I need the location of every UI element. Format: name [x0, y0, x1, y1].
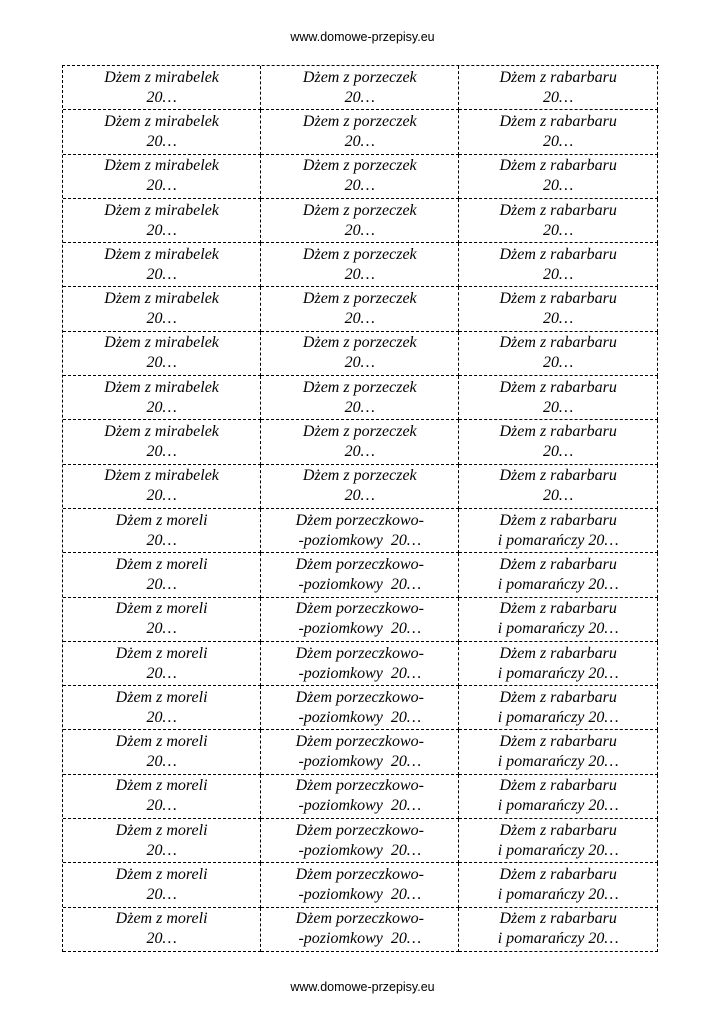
- jam-name: Dżem porzeczkowo-: [295, 910, 424, 928]
- jam-label: [261, 819, 459, 863]
- jam-year: 20…: [146, 620, 177, 638]
- jam-label: [459, 819, 658, 863]
- jam-label: [459, 642, 658, 686]
- label-row: [63, 376, 659, 420]
- jam-label: [63, 66, 261, 110]
- jam-name: Dżem z moreli: [115, 865, 208, 883]
- jam-label: [459, 465, 658, 509]
- jam-label: [459, 376, 658, 420]
- jam-label: [261, 332, 459, 376]
- jam-year: 20…: [146, 88, 177, 106]
- jam-year: i pomarańczy 20…: [497, 664, 619, 682]
- label-row: [63, 819, 659, 863]
- jam-name: Dżem z moreli: [115, 511, 208, 529]
- jam-label: [459, 199, 658, 243]
- jam-name: Dżem z rabarbaru: [499, 245, 617, 263]
- label-row: [63, 730, 659, 774]
- jam-name: Dżem porzeczkowo-: [295, 688, 424, 706]
- jam-name: Dżem z porzeczek: [302, 423, 417, 441]
- site-footer-url: www.domowe-przepisy.eu: [290, 980, 435, 994]
- jam-year: 20…: [543, 310, 574, 328]
- jam-name: Dżem z rabarbaru: [499, 290, 617, 308]
- jam-label: [261, 775, 459, 819]
- jam-year: 20…: [543, 398, 574, 416]
- jam-name: Dżem z mirabelek: [104, 423, 219, 441]
- jam-year: 20…: [543, 88, 574, 106]
- jam-label: [63, 775, 261, 819]
- jam-name: Dżem z rabarbaru: [499, 423, 617, 441]
- jam-label: [261, 110, 459, 154]
- jam-name: Dżem z porzeczek: [302, 112, 417, 130]
- jam-name: Dżem z mirabelek: [104, 157, 219, 175]
- jam-year: -poziomkowy 20…: [298, 930, 422, 948]
- jam-label: [261, 199, 459, 243]
- jam-name: Dżem z porzeczek: [302, 68, 417, 86]
- jam-name: Dżem z rabarbaru: [499, 865, 617, 883]
- jam-name: Dżem z porzeczek: [302, 157, 417, 175]
- jam-name: Dżem z mirabelek: [104, 68, 219, 86]
- jam-label: [63, 553, 261, 597]
- jam-label: [261, 66, 459, 110]
- label-row: [63, 110, 659, 154]
- jam-name: Dżem z moreli: [115, 777, 208, 795]
- jam-year: 20…: [543, 221, 574, 239]
- jam-label: [459, 332, 658, 376]
- jam-label: [261, 686, 459, 730]
- jam-label: [459, 420, 658, 464]
- jam-label: [459, 863, 658, 907]
- jam-year: 20…: [344, 310, 375, 328]
- jam-label: [459, 775, 658, 819]
- jam-name: Dżem z rabarbaru: [499, 201, 617, 219]
- jam-name: Dżem z porzeczek: [302, 467, 417, 485]
- jam-name: Dżem z mirabelek: [104, 334, 219, 352]
- jam-year: 20…: [344, 221, 375, 239]
- jam-year: i pomarańczy 20…: [497, 531, 619, 549]
- label-row: [63, 509, 659, 553]
- label-row: [63, 420, 659, 464]
- label-row: [63, 908, 659, 952]
- jam-name: Dżem z moreli: [115, 733, 208, 751]
- jam-label: [261, 863, 459, 907]
- jam-year: -poziomkowy 20…: [298, 620, 422, 638]
- jam-year: 20…: [344, 177, 375, 195]
- jam-name: Dżem z moreli: [115, 555, 208, 573]
- jam-label: [63, 420, 261, 464]
- jam-name: Dżem z rabarbaru: [499, 733, 617, 751]
- jam-name: Dżem porzeczkowo-: [295, 511, 424, 529]
- jam-year: -poziomkowy 20…: [298, 664, 422, 682]
- jam-year: 20…: [146, 797, 177, 815]
- jam-label: [459, 730, 658, 774]
- jam-name: Dżem z rabarbaru: [499, 467, 617, 485]
- jam-year: 20…: [543, 487, 574, 505]
- jam-name: Dżem z rabarbaru: [499, 600, 617, 618]
- jam-year: -poziomkowy 20…: [298, 531, 422, 549]
- jam-name: Dżem porzeczkowo-: [295, 555, 424, 573]
- jam-label: [63, 332, 261, 376]
- jam-label: [459, 66, 658, 110]
- jam-label: [63, 686, 261, 730]
- jam-year: 20…: [146, 930, 177, 948]
- jam-name: Dżem z rabarbaru: [499, 511, 617, 529]
- jam-label: [63, 598, 261, 642]
- jam-year: i pomarańczy 20…: [497, 885, 619, 903]
- jam-label: [261, 287, 459, 331]
- jam-label: [459, 598, 658, 642]
- jam-name: Dżem z moreli: [115, 600, 208, 618]
- jam-label: [261, 642, 459, 686]
- jam-name: Dżem z rabarbaru: [499, 157, 617, 175]
- jam-name: Dżem z rabarbaru: [499, 378, 617, 396]
- jam-year: 20…: [543, 265, 574, 283]
- jam-year: 20…: [344, 443, 375, 461]
- jam-year: i pomarańczy 20…: [497, 753, 619, 771]
- jam-name: Dżem porzeczkowo-: [295, 733, 424, 751]
- label-row: [63, 598, 659, 642]
- jam-name: Dżem z rabarbaru: [499, 688, 617, 706]
- jam-year: 20…: [146, 841, 177, 859]
- label-row: [63, 465, 659, 509]
- jam-label: [261, 908, 459, 952]
- jam-name: Dżem z porzeczek: [302, 334, 417, 352]
- jam-label: [63, 642, 261, 686]
- label-row: [63, 199, 659, 243]
- label-row: [63, 686, 659, 730]
- label-row: [63, 66, 659, 110]
- jam-label: [63, 243, 261, 287]
- jam-name: Dżem z mirabelek: [104, 245, 219, 263]
- jam-name: Dżem z rabarbaru: [499, 112, 617, 130]
- jam-label: [459, 287, 658, 331]
- jam-name: Dżem z porzeczek: [302, 201, 417, 219]
- jam-year: i pomarańczy 20…: [497, 708, 619, 726]
- jam-label: [63, 819, 261, 863]
- jam-label: [261, 465, 459, 509]
- jam-name: Dżem z rabarbaru: [499, 910, 617, 928]
- jam-label: [63, 376, 261, 420]
- jam-name: Dżem z rabarbaru: [499, 334, 617, 352]
- jam-name: Dżem porzeczkowo-: [295, 600, 424, 618]
- site-header-url: www.domowe-przepisy.eu: [290, 30, 435, 44]
- jam-year: 20…: [344, 132, 375, 150]
- jam-label: [261, 553, 459, 597]
- jam-label: [63, 199, 261, 243]
- jam-label: [261, 243, 459, 287]
- label-row: [63, 863, 659, 907]
- jam-year: -poziomkowy 20…: [298, 708, 422, 726]
- jam-label: [261, 155, 459, 199]
- jam-year: i pomarańczy 20…: [497, 930, 619, 948]
- jam-label: [261, 509, 459, 553]
- jam-name: Dżem porzeczkowo-: [295, 865, 424, 883]
- jam-name: Dżem porzeczkowo-: [295, 821, 424, 839]
- jam-name: Dżem z porzeczek: [302, 245, 417, 263]
- jam-label: [63, 730, 261, 774]
- jam-year: 20…: [146, 664, 177, 682]
- label-row: [63, 642, 659, 686]
- jam-year: 20…: [543, 354, 574, 372]
- jam-year: 20…: [543, 132, 574, 150]
- label-row: [63, 287, 659, 331]
- label-row: [63, 155, 659, 199]
- jam-label: [459, 908, 658, 952]
- jam-label: [261, 598, 459, 642]
- jam-year: 20…: [344, 88, 375, 106]
- jam-year: -poziomkowy 20…: [298, 797, 422, 815]
- jam-year: -poziomkowy 20…: [298, 885, 422, 903]
- jam-name: Dżem z mirabelek: [104, 112, 219, 130]
- jam-label: [459, 110, 658, 154]
- jam-year: 20…: [146, 753, 177, 771]
- jam-name: Dżem z mirabelek: [104, 201, 219, 219]
- jam-year: 20…: [146, 177, 177, 195]
- label-row: [63, 243, 659, 287]
- jam-year: 20…: [146, 310, 177, 328]
- jam-year: -poziomkowy 20…: [298, 753, 422, 771]
- jam-year: -poziomkowy 20…: [298, 841, 422, 859]
- jam-year: i pomarańczy 20…: [497, 841, 619, 859]
- jam-name: Dżem z moreli: [115, 644, 208, 662]
- jam-year: 20…: [146, 708, 177, 726]
- jam-name: Dżem z moreli: [115, 910, 208, 928]
- jam-year: i pomarańczy 20…: [497, 620, 619, 638]
- jam-year: 20…: [344, 265, 375, 283]
- jam-name: Dżem z rabarbaru: [499, 821, 617, 839]
- jam-year: 20…: [146, 354, 177, 372]
- jam-label: [261, 420, 459, 464]
- jam-name: Dżem z mirabelek: [104, 378, 219, 396]
- jam-year: 20…: [146, 487, 177, 505]
- jam-year: 20…: [146, 398, 177, 416]
- jam-year: 20…: [344, 487, 375, 505]
- jam-year: 20…: [146, 575, 177, 593]
- label-row: [63, 553, 659, 597]
- jam-label: [261, 730, 459, 774]
- jam-year: 20…: [146, 885, 177, 903]
- jam-year: 20…: [146, 265, 177, 283]
- jam-label: [63, 509, 261, 553]
- jam-label: [63, 287, 261, 331]
- jam-label: [63, 465, 261, 509]
- label-row: [63, 332, 659, 376]
- jam-year: -poziomkowy 20…: [298, 575, 422, 593]
- jam-year: 20…: [543, 177, 574, 195]
- jam-name: Dżem z moreli: [115, 688, 208, 706]
- jam-label: [459, 243, 658, 287]
- jam-label: [63, 908, 261, 952]
- jam-year: i pomarańczy 20…: [497, 797, 619, 815]
- jam-label: [63, 110, 261, 154]
- jam-name: Dżem z porzeczek: [302, 378, 417, 396]
- jam-name: Dżem z rabarbaru: [499, 777, 617, 795]
- jam-label-grid: [62, 65, 659, 952]
- jam-name: Dżem z moreli: [115, 821, 208, 839]
- jam-name: Dżem porzeczkowo-: [295, 777, 424, 795]
- jam-year: 20…: [146, 221, 177, 239]
- jam-name: Dżem porzeczkowo-: [295, 644, 424, 662]
- jam-label: [63, 863, 261, 907]
- jam-name: Dżem z rabarbaru: [499, 644, 617, 662]
- jam-name: Dżem z mirabelek: [104, 290, 219, 308]
- jam-label: [261, 376, 459, 420]
- jam-year: 20…: [344, 354, 375, 372]
- jam-name: Dżem z rabarbaru: [499, 555, 617, 573]
- jam-label: [63, 155, 261, 199]
- jam-name: Dżem z porzeczek: [302, 290, 417, 308]
- jam-year: 20…: [146, 132, 177, 150]
- jam-year: 20…: [344, 398, 375, 416]
- jam-label: [459, 509, 658, 553]
- jam-label: [459, 155, 658, 199]
- jam-year: i pomarańczy 20…: [497, 575, 619, 593]
- jam-year: 20…: [543, 443, 574, 461]
- jam-year: 20…: [146, 531, 177, 549]
- jam-name: Dżem z rabarbaru: [499, 68, 617, 86]
- jam-name: Dżem z mirabelek: [104, 467, 219, 485]
- jam-label: [459, 686, 658, 730]
- jam-label: [459, 553, 658, 597]
- label-row: [63, 775, 659, 819]
- jam-year: 20…: [146, 443, 177, 461]
